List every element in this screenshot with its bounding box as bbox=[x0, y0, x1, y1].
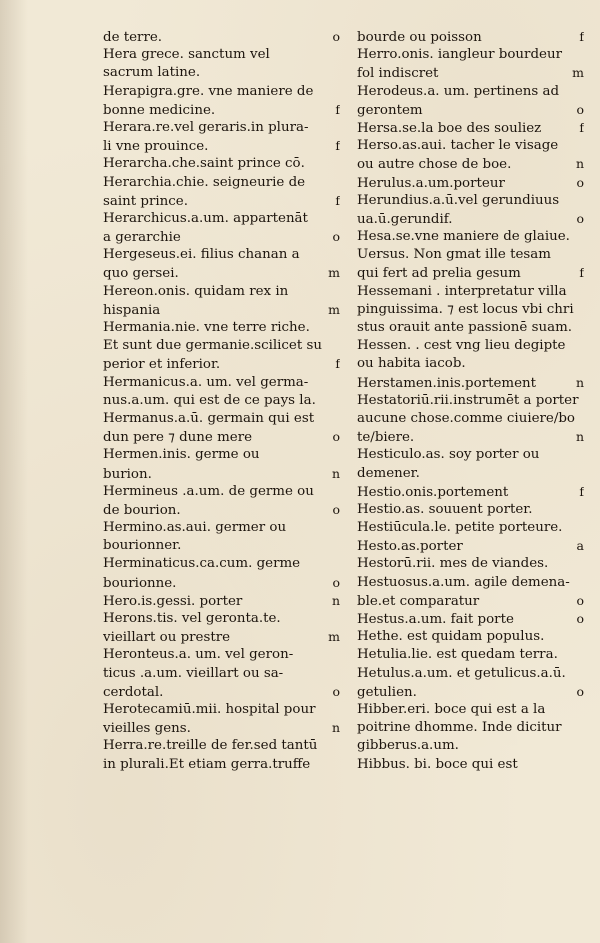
text-line bbox=[357, 228, 584, 246]
text-line bbox=[357, 246, 584, 264]
line-text: gibberus.a.um. bbox=[357, 738, 459, 754]
gender-marker: o bbox=[332, 29, 340, 44]
text-line bbox=[103, 246, 340, 264]
text-line bbox=[103, 264, 340, 282]
gender-marker: f bbox=[579, 265, 584, 281]
line-text: Herulus.a.um.porteur bbox=[357, 175, 505, 191]
text-line bbox=[103, 155, 340, 173]
line-text: Hetulus.a.um. et getulicus.a.ū. bbox=[357, 665, 566, 681]
text-line bbox=[103, 64, 340, 82]
text-line bbox=[103, 410, 340, 428]
line-text: bourionne. bbox=[103, 575, 177, 591]
gender-marker: m bbox=[328, 265, 340, 281]
text-line bbox=[103, 555, 340, 573]
text-line bbox=[103, 137, 340, 155]
text-line bbox=[357, 319, 584, 337]
text-line bbox=[103, 610, 340, 628]
text-line bbox=[357, 374, 584, 392]
line-text: qui fert ad prelia gesum bbox=[357, 266, 521, 282]
gender-marker: o bbox=[576, 683, 584, 699]
line-text: te/biere. bbox=[357, 430, 415, 446]
gender-marker: o bbox=[332, 501, 340, 517]
gender-marker: n bbox=[331, 720, 340, 736]
text-line bbox=[357, 592, 584, 610]
line-text: Herodeus.a. um. pertinens ad bbox=[357, 83, 560, 99]
text-line bbox=[103, 283, 340, 301]
line-text: Heronteus.a. um. vel geron- bbox=[103, 647, 294, 663]
text-line bbox=[357, 574, 584, 592]
right-column bbox=[357, 28, 584, 774]
line-text: pinguissima. ⁊ est locus vbi chri bbox=[357, 301, 574, 317]
text-line bbox=[103, 337, 340, 355]
line-text: burion. bbox=[103, 466, 152, 482]
line-text: demener. bbox=[357, 465, 420, 481]
text-line bbox=[357, 683, 584, 701]
gutter-shadow bbox=[0, 0, 28, 943]
line-text: Hermen.inis. germe ou bbox=[103, 447, 260, 463]
line-text: Hestio.onis.portement bbox=[357, 484, 509, 500]
text-line bbox=[103, 519, 340, 537]
text-line bbox=[103, 28, 340, 46]
text-line bbox=[103, 101, 340, 119]
line-text: Hersa.se.la boe des souliez bbox=[357, 120, 542, 136]
left-column bbox=[103, 28, 340, 774]
text-line bbox=[357, 610, 584, 628]
line-text: fol indiscret bbox=[357, 66, 439, 82]
text-line bbox=[357, 392, 584, 410]
text-line bbox=[103, 83, 340, 101]
gender-marker: o bbox=[576, 101, 584, 117]
text-line bbox=[357, 64, 584, 82]
gender-marker: o bbox=[576, 210, 584, 226]
line-text: Hibbus. bi. boce qui est bbox=[357, 756, 518, 772]
text-line bbox=[357, 192, 584, 210]
line-text: Hero.is.gessi. porter bbox=[103, 593, 243, 609]
text-line bbox=[103, 646, 340, 664]
line-text: Hestatoriū.rii.instrumēt a porter bbox=[357, 392, 579, 408]
text-line bbox=[103, 683, 340, 701]
line-text: Et sunt due germanie.scilicet su bbox=[103, 338, 322, 354]
line-text: hispania bbox=[103, 302, 161, 318]
line-text: stus orauit ante passionē suam. bbox=[357, 320, 573, 335]
text-line bbox=[357, 483, 584, 501]
gender-marker: f bbox=[335, 101, 340, 117]
gender-marker: f bbox=[335, 138, 340, 154]
text-line bbox=[103, 228, 340, 246]
gender-marker: o bbox=[332, 683, 340, 699]
line-text: Herara.re.vel geraris.in plura- bbox=[103, 119, 309, 135]
line-text: perior et inferior. bbox=[103, 357, 221, 373]
text-line bbox=[357, 646, 584, 664]
text-line bbox=[357, 355, 584, 373]
gender-marker: o bbox=[332, 229, 340, 245]
text-line bbox=[357, 628, 584, 646]
gender-marker: o bbox=[576, 611, 584, 626]
text-line bbox=[357, 410, 584, 428]
text-line bbox=[103, 665, 340, 683]
text-line bbox=[357, 28, 584, 46]
line-text: dun pere ⁊ dune mere bbox=[103, 430, 253, 446]
text-line bbox=[103, 355, 340, 373]
text-line bbox=[103, 428, 340, 446]
line-text: Hermino.as.aui. germer ou bbox=[103, 520, 287, 536]
text-line bbox=[357, 555, 584, 573]
line-text: Herapigra.gre. vne maniere de bbox=[103, 83, 314, 99]
text-line bbox=[103, 374, 340, 392]
text-line bbox=[357, 119, 584, 137]
line-text: Herso.as.aui. tacher le visage bbox=[357, 138, 559, 154]
text-line bbox=[357, 301, 584, 319]
text-line bbox=[103, 392, 340, 410]
line-text: ble.et comparatur bbox=[357, 593, 480, 609]
gender-marker: a bbox=[576, 538, 584, 554]
line-text: cerdotal. bbox=[103, 684, 164, 700]
line-text: Hermanus.a.ū. germain qui est bbox=[103, 410, 315, 426]
line-text: Herotecamiū.mii. hospital pour bbox=[103, 701, 316, 717]
line-text: li vne prouince. bbox=[103, 139, 209, 155]
line-text: in plurali.Et etiam gerra.truffe bbox=[103, 756, 311, 772]
line-text: de terre. bbox=[103, 30, 163, 45]
gender-marker: n bbox=[331, 592, 340, 608]
line-text: Hergeseus.ei. filius chanan a bbox=[103, 247, 300, 263]
text-line bbox=[357, 210, 584, 228]
text-line bbox=[357, 737, 584, 755]
text-line bbox=[357, 665, 584, 683]
line-text: getulien. bbox=[357, 684, 417, 700]
line-text: Herstamen.inis.portement bbox=[357, 375, 537, 391]
text-line bbox=[103, 537, 340, 555]
line-text: Herarcha.che.saint prince cō. bbox=[103, 156, 305, 172]
line-text: Hestorū.rii. mes de viandes. bbox=[357, 556, 549, 572]
gender-marker: o bbox=[576, 592, 584, 608]
text-line bbox=[103, 174, 340, 192]
line-text: Herra.re.treille de fer.sed tantū bbox=[103, 738, 318, 754]
gender-marker: n bbox=[575, 429, 584, 445]
text-line bbox=[357, 174, 584, 192]
line-text: a gerarchie bbox=[103, 230, 181, 246]
text-line bbox=[357, 537, 584, 555]
text-line bbox=[103, 46, 340, 64]
line-text: bourde ou poisson bbox=[357, 30, 482, 45]
line-text: Hera grece. sanctum vel bbox=[103, 47, 270, 63]
text-line bbox=[357, 701, 584, 719]
text-line bbox=[357, 465, 584, 483]
line-text: sacrum latine. bbox=[103, 65, 201, 81]
gender-marker: m bbox=[328, 301, 340, 317]
line-text: Hesto.as.porter bbox=[357, 539, 463, 555]
line-text: Hibber.eri. boce qui est a la bbox=[357, 701, 546, 717]
text-line bbox=[357, 155, 584, 173]
line-text: quo gersei. bbox=[103, 266, 179, 282]
text-line bbox=[357, 283, 584, 301]
line-text: Hermineus .a.um. de germe ou bbox=[103, 483, 314, 499]
text-line bbox=[103, 210, 340, 228]
line-text: Hermanicus.a. um. vel germa- bbox=[103, 374, 309, 390]
text-line bbox=[103, 737, 340, 755]
gender-marker: n bbox=[575, 374, 584, 390]
text-line bbox=[357, 83, 584, 101]
line-text: Hestio.as. souuent porter. bbox=[357, 501, 533, 517]
text-line bbox=[357, 501, 584, 519]
line-text: bourionner. bbox=[103, 538, 182, 554]
text-line bbox=[357, 46, 584, 64]
line-text: ou habita iacob. bbox=[357, 356, 466, 372]
line-text: Uersus. Non gmat ille tesam bbox=[357, 247, 551, 263]
text-line bbox=[103, 501, 340, 519]
gender-marker: n bbox=[331, 465, 340, 481]
text-line bbox=[357, 446, 584, 464]
line-text: ua.ū.gerundif. bbox=[357, 211, 453, 227]
line-text: Herarchia.chie. seigneurie de bbox=[103, 174, 306, 190]
line-text: saint prince. bbox=[103, 193, 188, 209]
line-text: Hestus.a.um. fait porte bbox=[357, 612, 514, 627]
line-text: poitrine dhomme. Inde dicitur bbox=[357, 720, 562, 736]
text-line bbox=[103, 628, 340, 646]
text-line bbox=[103, 465, 340, 483]
line-text: Hessen. . cest vng lieu degipte bbox=[357, 338, 566, 354]
gender-marker: o bbox=[332, 429, 340, 445]
text-line bbox=[103, 319, 340, 337]
gender-marker: o bbox=[332, 574, 340, 590]
text-line bbox=[357, 264, 584, 282]
line-text: de bourion. bbox=[103, 502, 181, 518]
gender-marker: f bbox=[579, 119, 584, 135]
line-text: bonne medicine. bbox=[103, 102, 216, 118]
text-line bbox=[103, 756, 340, 774]
text-line bbox=[103, 483, 340, 501]
line-text: Hessemani . interpretatur villa bbox=[357, 283, 567, 299]
text-line bbox=[103, 192, 340, 210]
line-text: Hesa.se.vne maniere de glaiue. bbox=[357, 229, 570, 245]
text-line bbox=[103, 701, 340, 719]
line-text: Herminaticus.ca.cum. germe bbox=[103, 556, 301, 572]
line-text: Hereon.onis. quidam rex in bbox=[103, 283, 289, 299]
text-line bbox=[103, 119, 340, 137]
line-text: Hesticulo.as. soy porter ou bbox=[357, 447, 540, 463]
gender-marker: f bbox=[335, 356, 340, 372]
line-text: Hestuosus.a.um. agile demena- bbox=[357, 574, 570, 590]
text-line bbox=[103, 301, 340, 319]
line-text: nus.a.um. qui est de ce pays la. bbox=[103, 392, 316, 408]
gender-marker: f bbox=[579, 483, 584, 499]
text-line bbox=[357, 428, 584, 446]
line-text: vieilles gens. bbox=[103, 721, 191, 737]
line-text: ou autre chose de boe. bbox=[357, 157, 512, 173]
text-line bbox=[103, 574, 340, 592]
line-text: Hetulia.lie. est quedam terra. bbox=[357, 647, 558, 663]
gender-marker: n bbox=[575, 156, 584, 172]
gender-marker: m bbox=[572, 65, 584, 81]
line-text: Herons.tis. vel geronta.te. bbox=[103, 611, 281, 626]
line-text: vieillart ou prestre bbox=[103, 630, 231, 646]
text-line bbox=[357, 337, 584, 355]
line-text: Hethe. est quidam populus. bbox=[357, 629, 545, 645]
line-text: gerontem bbox=[357, 102, 423, 118]
text-line bbox=[357, 756, 584, 774]
gender-marker: o bbox=[576, 174, 584, 190]
text-line bbox=[357, 519, 584, 537]
text-line bbox=[357, 101, 584, 119]
line-text: Herundius.a.ū.vel gerundiuus bbox=[357, 192, 560, 208]
text-line bbox=[103, 592, 340, 610]
text-line bbox=[357, 137, 584, 155]
gender-marker: f bbox=[335, 192, 340, 208]
gender-marker: m bbox=[328, 629, 340, 645]
line-text: Hermania.nie. vne terre riche. bbox=[103, 320, 310, 335]
text-line bbox=[103, 446, 340, 464]
gender-marker: f bbox=[579, 29, 584, 44]
line-text: aucune chose.comme ciuiere/bo bbox=[357, 410, 575, 426]
line-text: ticus .a.um. vieillart ou sa- bbox=[103, 665, 284, 681]
text-line bbox=[357, 719, 584, 737]
line-text: Herro.onis. iangleur bourdeur bbox=[357, 47, 562, 63]
line-text: Herarchicus.a.um. appartenāt bbox=[103, 210, 308, 226]
line-text: Hestiūcula.le. petite porteure. bbox=[357, 520, 563, 536]
text-line bbox=[103, 719, 340, 737]
